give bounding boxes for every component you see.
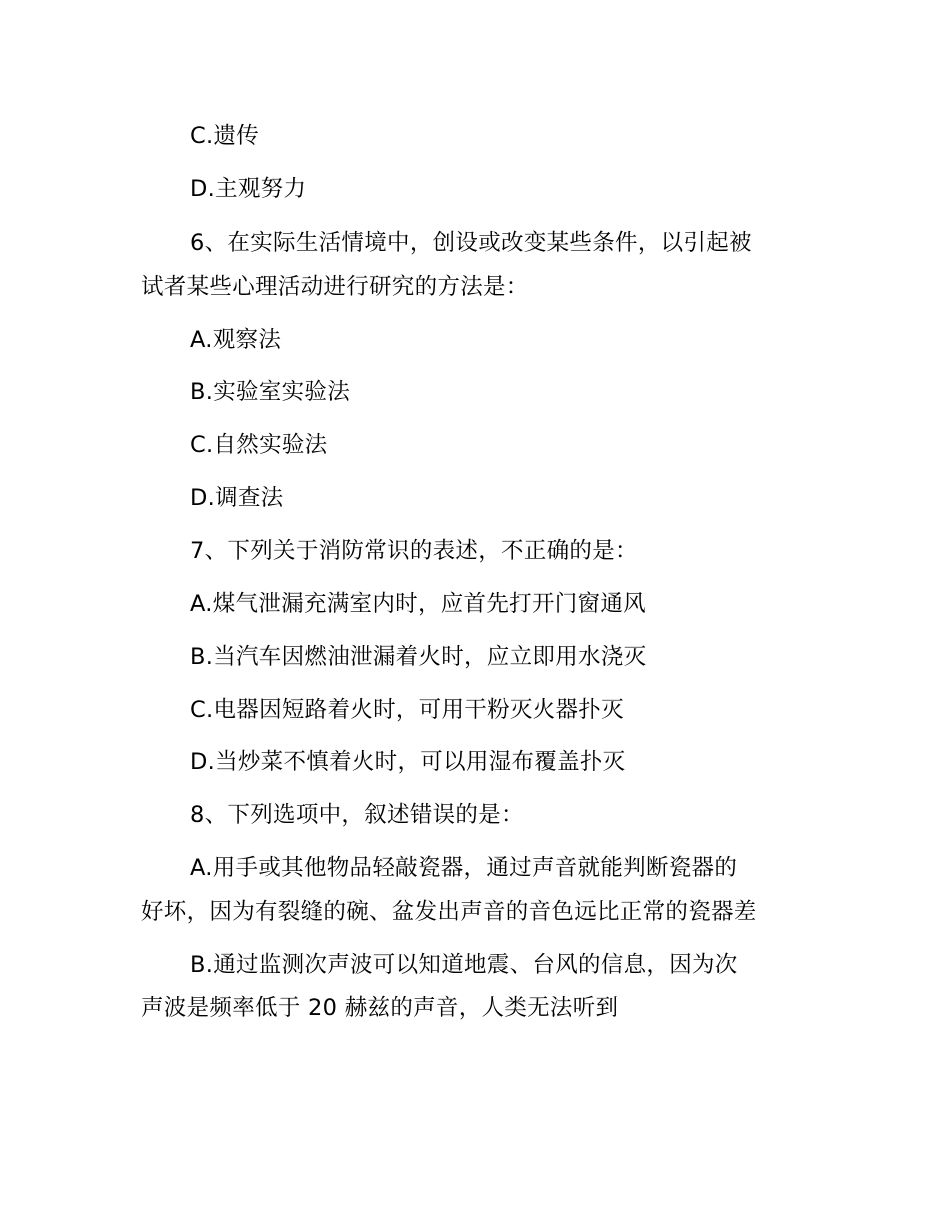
option-d-q5: D.主观努力 xyxy=(190,176,307,202)
option-c-q5: C.遗传 xyxy=(190,123,260,149)
option-b-q7: B.当汽车因燃油泄漏着火时，应立即用水浇灭 xyxy=(190,644,647,670)
option-c-q6: C.自然实验法 xyxy=(190,432,328,458)
option-d-q7: D.当炒菜不慎着火时，可以用湿布覆盖扑灭 xyxy=(190,749,626,775)
question-8: 8、下列选项中，叙述错误的是： xyxy=(190,802,524,828)
question-6-line-1: 6、在实际生活情境中，创设或改变某些条件，以引起被 xyxy=(190,230,752,256)
option-b-q8-line-2: 声波是频率低于 20 赫兹的声音，人类无法听到 xyxy=(141,995,619,1021)
option-a-q8-line-1: A.用手或其他物品轻敲瓷器，通过声音就能判断瓷器的 xyxy=(190,855,738,881)
option-a-q6: A.观察法 xyxy=(190,327,282,353)
option-b-q8-line-1: B.通过监测次声波可以知道地震、台风的信息，因为次 xyxy=(190,952,738,978)
question-7: 7、下列关于消防常识的表述，不正确的是： xyxy=(190,538,638,564)
option-a-q8-line-2: 好坏，因为有裂缝的碗、盆发出声音的音色远比正常的瓷器差 xyxy=(141,899,757,925)
question-6-line-2: 试者某些心理活动进行研究的方法是： xyxy=(141,274,529,300)
option-a-q7: A.煤气泄漏充满室内时，应首先打开门窗通风 xyxy=(190,591,646,617)
option-b-q6: B.实验室实验法 xyxy=(190,379,350,405)
option-d-q6: D.调查法 xyxy=(190,485,284,511)
option-c-q7: C.电器因短路着火时，可用干粉灭火器扑灭 xyxy=(190,697,624,723)
